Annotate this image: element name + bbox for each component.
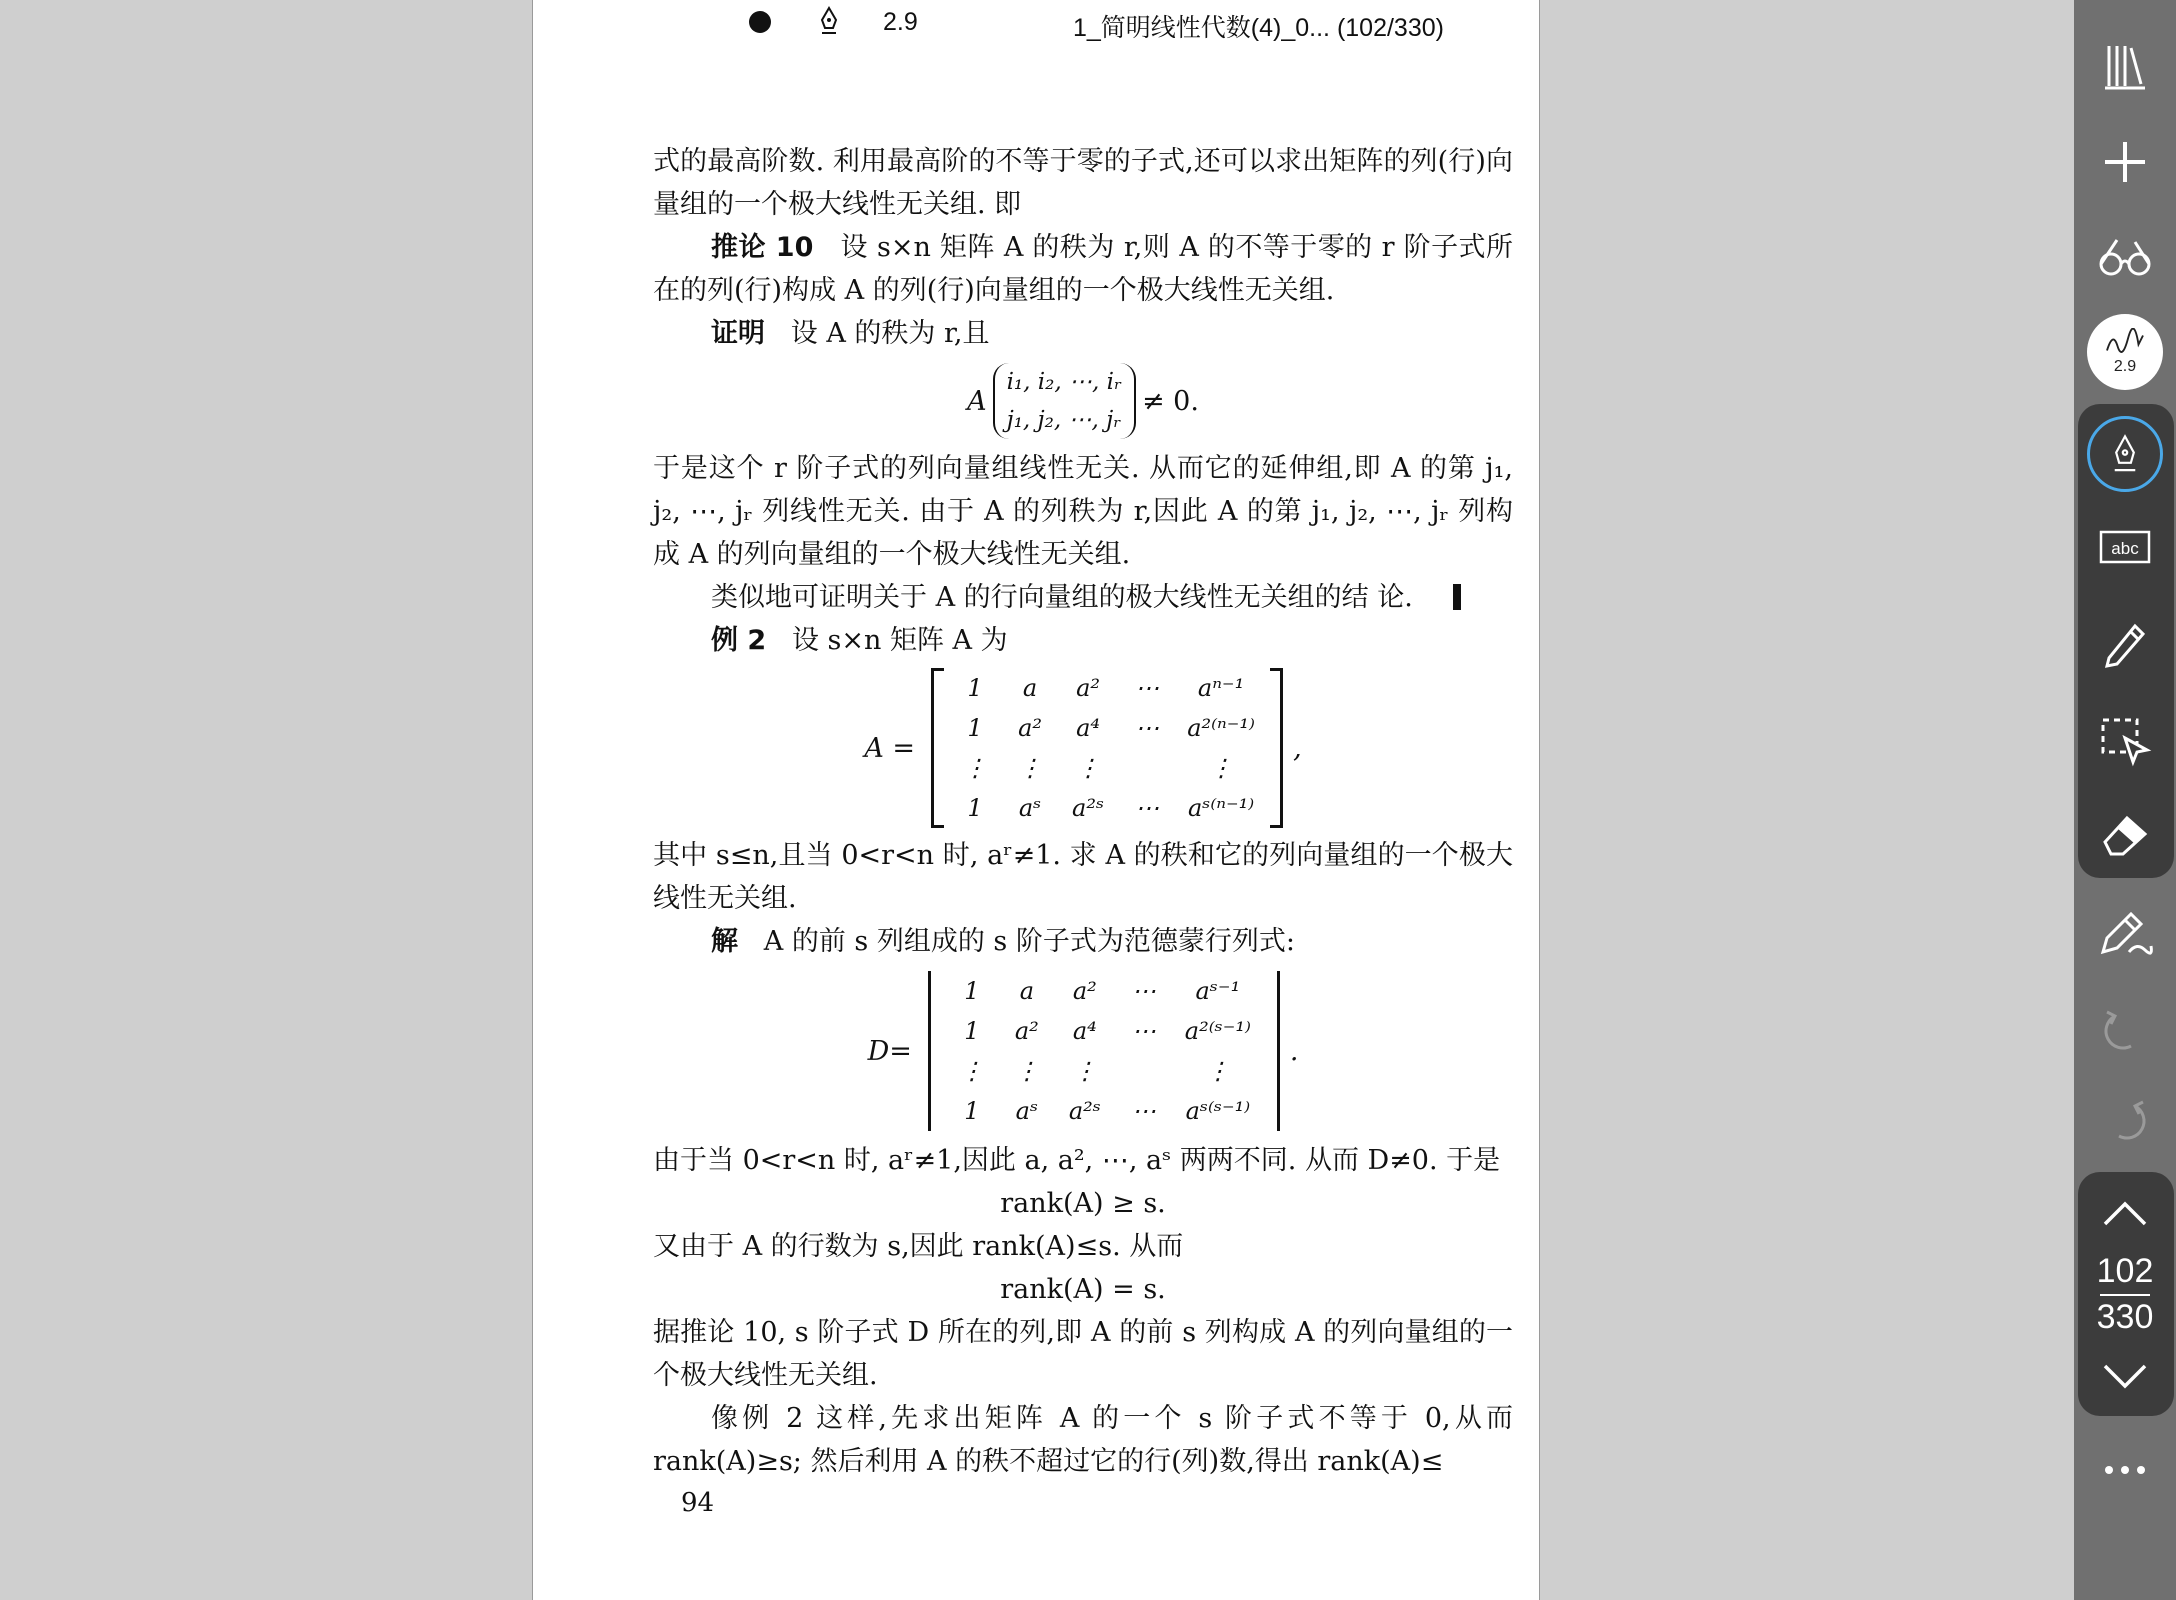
matrix-cell: ⋮ (1205, 1057, 1230, 1085)
matrix-cell: a²⁽ˢ⁻¹⁾ (1184, 1017, 1251, 1045)
matrix-A (653, 662, 1513, 834)
paragraph: 据推论 10, s 阶子式 D 所在的列,即 A 的前 s 列构成 A 的列向量组的一个极大线性无关组. (653, 1317, 1513, 1391)
matrix-body (931, 668, 1283, 828)
corollary-label: 推论 10 (711, 232, 814, 263)
matrix-cell: ⋯ (1131, 1097, 1156, 1125)
matrix-row (948, 788, 1266, 828)
matrix-cell: a²ˢ (1068, 1097, 1101, 1125)
matrix-cell: a⁴ (1076, 714, 1101, 742)
matrix-cell: ⋮ (1072, 1057, 1097, 1085)
matrix-cell: aˢ⁽ⁿ⁻¹⁾ (1187, 794, 1255, 822)
matrix-row (945, 1051, 1263, 1091)
color-dot-icon[interactable] (749, 11, 771, 33)
library-icon[interactable] (2074, 26, 2176, 106)
matrix-row (945, 1011, 1263, 1051)
redo-icon[interactable] (2074, 1080, 2176, 1160)
signature-pen-button[interactable] (2074, 312, 2176, 392)
matrix-cell: 1 (964, 1097, 980, 1125)
eq-suffix: ≠ 0. (1141, 385, 1199, 417)
example-label: 例 2 (711, 625, 767, 656)
conclusion-text: 类似地可证明关于 A 的行向量组的极大线性无关组的结 论. (711, 582, 1413, 613)
matrix-cell: a² (1014, 1017, 1039, 1045)
matrix-cell: a² (1018, 714, 1043, 742)
proof (653, 312, 1513, 355)
matrix-cell: 1 (967, 794, 983, 822)
matrix-cell: ⋮ (1018, 754, 1043, 782)
matrix-cell: aˢ (1015, 1097, 1039, 1125)
matrix-cell (1115, 1051, 1173, 1091)
matrix-row (945, 971, 1263, 1011)
paragraph-conclusion (653, 576, 1513, 619)
qed-mark (1453, 584, 1461, 610)
matrix-cell: ⋯ (1135, 714, 1160, 742)
pen-settings-icon[interactable] (2074, 892, 2176, 972)
proof-text: 设 A 的秩为 r,且 (790, 318, 990, 349)
corollary (653, 226, 1513, 312)
binomial-index (993, 363, 1136, 439)
example-text: 设 s×n 矩阵 A 为 (791, 625, 1008, 656)
matrix-cell: aˢ⁻¹ (1195, 977, 1241, 1005)
determinant-D (653, 963, 1513, 1139)
binom-top: i₁, i₂, ⋯, iᵣ (1006, 369, 1122, 395)
equation-minor (653, 355, 1513, 447)
status-bar (533, 0, 1541, 44)
corollary-text: 设 s×n 矩阵 A 的秩为 r,则 A 的不等于零的 r 阶子式所在的列(行)构成 A 的列(行)向量组的一个极大线性无关组. (653, 232, 1513, 306)
page-number: 94 (681, 1488, 715, 1518)
matrix-cell: 1 (967, 674, 983, 702)
matrix-cell: a⁴ (1072, 1017, 1097, 1045)
matrix-cell: ⋮ (963, 754, 988, 782)
eq-prefix: A (967, 385, 987, 417)
matrix-cell: ⋯ (1131, 1017, 1156, 1045)
document-title: 1_简明线性代数(4)_0... (102/330) (1073, 14, 1444, 42)
fountain-pen-icon[interactable] (817, 6, 841, 36)
undo-icon[interactable] (2074, 990, 2176, 1070)
matrix-cell: a (1022, 674, 1038, 702)
pen-badge-size: 2.9 (2113, 358, 2137, 375)
reading-glasses-icon[interactable] (2074, 218, 2176, 298)
matrix-label: D= (867, 1035, 912, 1067)
matrix-cell: ⋮ (959, 1057, 984, 1085)
determinant-body (928, 971, 1280, 1131)
matrix-cell: ⋮ (1076, 754, 1101, 782)
equation: rank(A) = s. (1000, 1274, 1166, 1305)
paragraph: 像例 2 这样,先求出矩阵 A 的一个 s 阶子式不等于 0,从而 rank(A)≥s; 然后利用 A 的秩不超过它的行(列)数,得出 rank(A)≤ (653, 1403, 1513, 1477)
current-page-number[interactable]: 102 (2096, 1252, 2154, 1290)
matrix-tail: , (1293, 732, 1302, 764)
svg-text:abc: abc (2111, 539, 2139, 558)
matrix-cell: 1 (964, 977, 980, 1005)
example (653, 619, 1513, 662)
page-up-chevron-icon[interactable] (2074, 1176, 2176, 1256)
solution-text: A 的前 s 列组成的 s 阶子式为范德蒙行列式: (763, 926, 1295, 957)
text-box-icon[interactable] (2074, 506, 2176, 586)
matrix-cell: ⋮ (1209, 754, 1234, 782)
matrix-cell: ⋯ (1131, 977, 1156, 1005)
matrix-cell: a (1019, 977, 1034, 1005)
binom-bottom: j₁, j₂, ⋯, jᵣ (1006, 407, 1122, 433)
matrix-row (948, 668, 1266, 708)
right-toolbar (2074, 0, 2176, 1600)
paragraph: 又由于 A 的行数为 s,因此 rank(A)≤s. 从而 (653, 1231, 1184, 1262)
matrix-cell: a² (1072, 977, 1097, 1005)
paragraph: 其中 s≤n,且当 0<r<n 时, aʳ≠1. 求 A 的秩和它的列向量组的一个极大线性无关组. (653, 840, 1513, 914)
matrix-label: A = (864, 732, 916, 764)
lasso-select-icon[interactable] (2074, 700, 2176, 780)
matrix-cell: aⁿ⁻¹ (1197, 674, 1245, 702)
eraser-icon[interactable] (2074, 794, 2176, 874)
matrix-row (948, 708, 1266, 748)
solution-label: 解 (711, 926, 738, 957)
matrix-cell: 1 (964, 1017, 980, 1045)
matrix-cell: 1 (967, 714, 983, 742)
document-page[interactable] (532, 0, 1540, 1600)
matrix-cell: ⋯ (1135, 794, 1160, 822)
matrix-cell: a²ˢ (1072, 794, 1105, 822)
paragraph: 由于当 0<r<n 时, aʳ≠1,因此 a, a², ⋯, aˢ 两两不同. 从而 D≠0. 于是 (653, 1145, 1501, 1176)
page-down-chevron-icon[interactable] (2074, 1334, 2176, 1414)
solution (653, 920, 1513, 963)
paragraph: 式的最高阶数. 利用最高阶的不等于零的子式,还可以求出矩阵的列(行)向量组的一个极大线性无关组. 即 (653, 146, 1513, 220)
matrix-row (945, 1091, 1263, 1131)
page-divider (2100, 1294, 2150, 1296)
matrix-cell (1118, 748, 1176, 788)
fountain-pen-tool-button[interactable] (2074, 412, 2176, 496)
matrix-tail: . (1289, 1035, 1299, 1067)
paragraph: 于是这个 r 阶子式的列向量组线性无关. 从而它的延伸组,即 A 的第 j₁, j₂, ⋯, jᵣ 列线性无关. 由于 A 的列秩为 r,因此 A 的第 j₁, j₂, ⋯, jᵣ 列构成 A 的列向量组的一个极大线性无关组. (653, 453, 1513, 570)
more-options-icon[interactable] (2074, 1422, 2176, 1502)
pen-size-value: 2.9 (883, 8, 918, 36)
proof-label: 证明 (711, 318, 765, 349)
matrix-cell: ⋯ (1135, 674, 1160, 702)
matrix-cell: a² (1076, 674, 1101, 702)
total-pages-number: 330 (2096, 1298, 2154, 1336)
matrix-cell: aˢ (1018, 794, 1042, 822)
document-body (653, 140, 1513, 1483)
matrix-cell: aˢ⁽ˢ⁻¹⁾ (1185, 1097, 1251, 1125)
matrix-cell: ⋮ (1014, 1057, 1039, 1085)
highlighter-icon[interactable] (2074, 602, 2176, 682)
equation: rank(A) ≥ s. (1000, 1188, 1166, 1219)
add-icon[interactable] (2074, 122, 2176, 202)
matrix-cell: a²⁽ⁿ⁻¹⁾ (1187, 714, 1255, 742)
matrix-row (948, 748, 1266, 788)
